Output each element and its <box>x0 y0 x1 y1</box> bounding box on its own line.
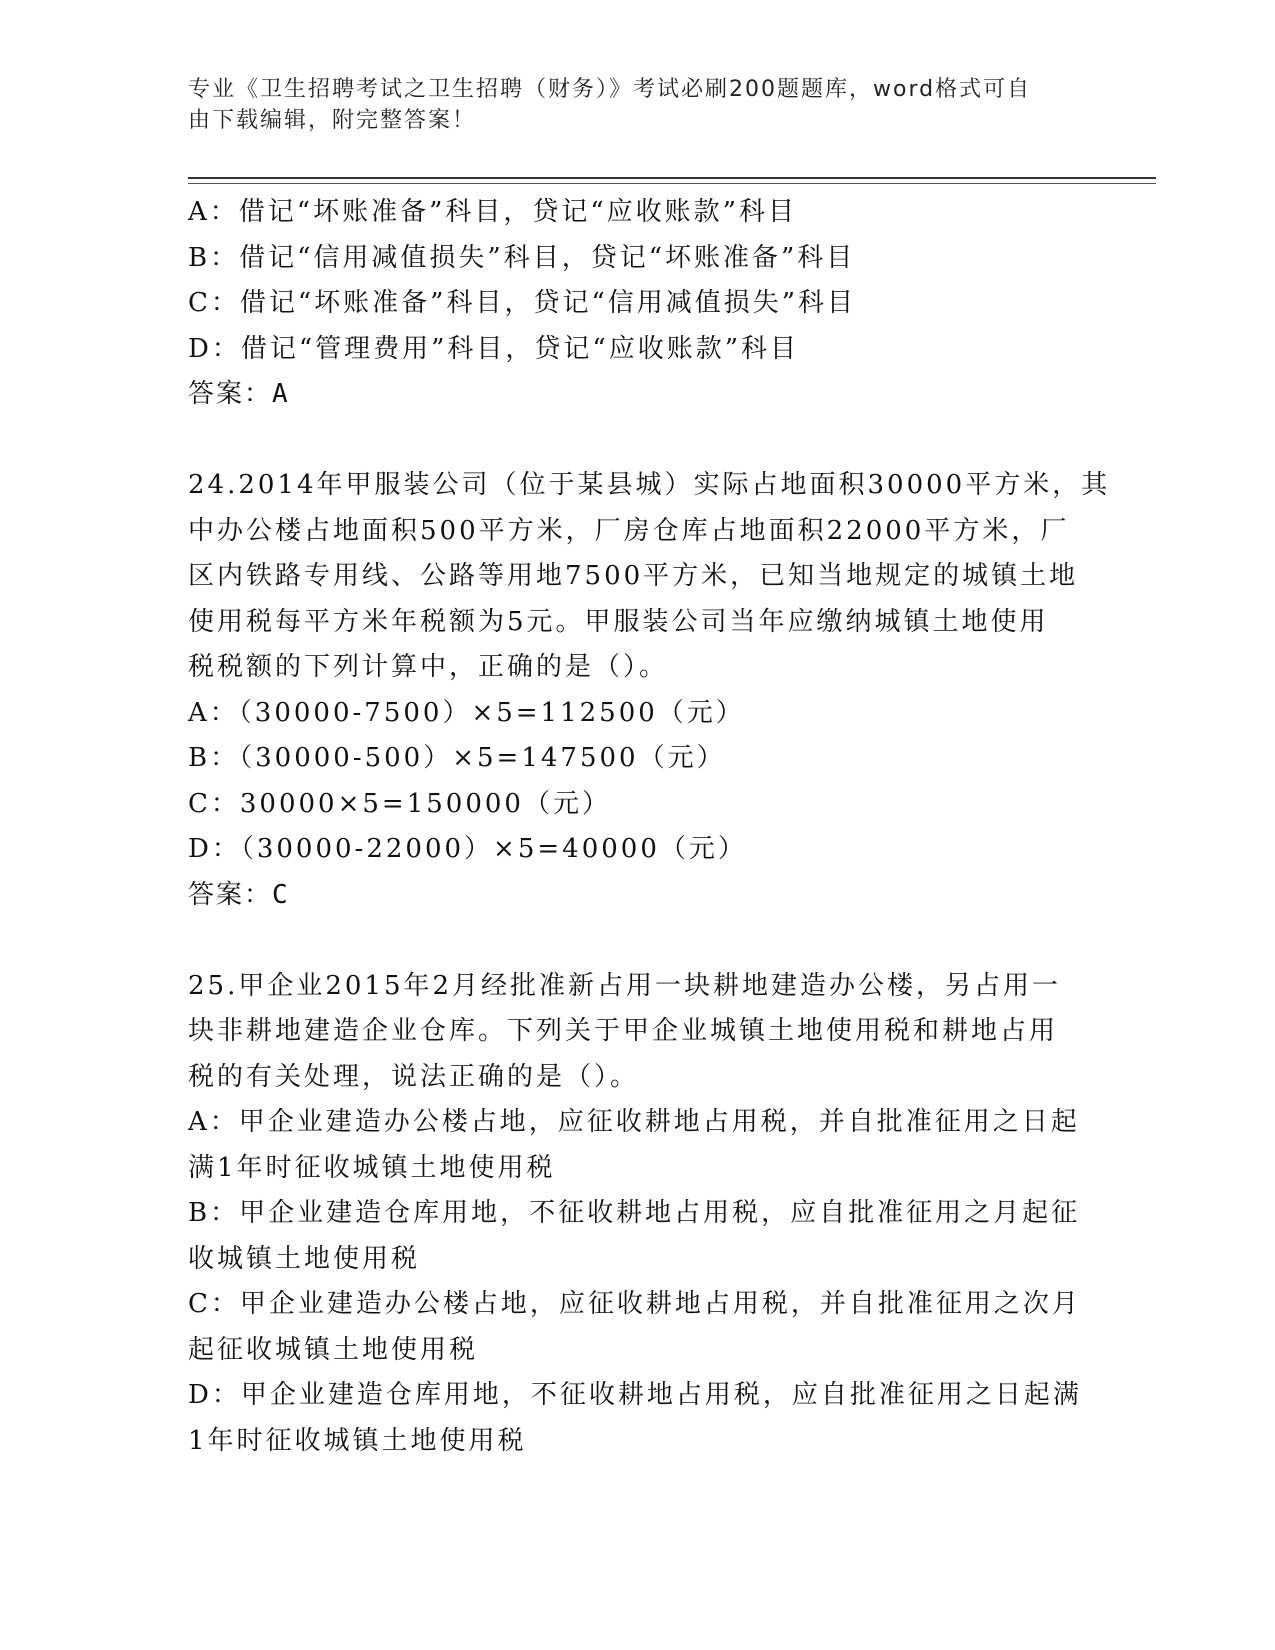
option-c: C：甲企业建造办公楼占地，应征收耕地占用税，并自批准征用之次月 <box>188 1289 1081 1319</box>
question-stem-line: 中办公楼占地面积500平方米，厂房仓库占地面积22000平方米，厂 <box>188 515 1070 546</box>
answer-value: A <box>272 379 290 409</box>
option-c: C：30000×5=150000（元） <box>188 788 611 819</box>
option-c-continued: 起征收城镇土地使用税 <box>188 1334 479 1365</box>
option-d: D：借记“管理费用”科目，贷记“应收账款”科目 <box>188 333 800 364</box>
question-stem-line: 25.甲企业2015年2月经批准新占用一块耕地建造办公楼，另占用一 <box>188 970 1062 1001</box>
option-c: C：借记“坏账准备”科目，贷记“信用减值损失”科目 <box>188 288 857 318</box>
option-b-continued: 收城镇土地使用税 <box>188 1243 421 1274</box>
answer-line <box>188 372 1088 418</box>
previous-question-block <box>188 190 1088 418</box>
answer-label: 答案： <box>188 379 273 409</box>
question-stem-line: 税的有关处理，说法正确的是（）。 <box>188 1061 640 1092</box>
answer-value: C <box>272 879 290 910</box>
header-rule-thin <box>188 183 1156 184</box>
header-line-1: 专业《卫生招聘考试之卫生招聘（财务）》考试必刷200题题库，word格式可自 <box>188 77 1032 102</box>
question-25-block <box>188 964 1088 1465</box>
question-stem-line: 使用税每平方米年税额为5元。甲服装公司当年应缴纳城镇土地使用 <box>188 606 1049 637</box>
option-a: A：借记“坏账准备”科目，贷记“应收账款”科目 <box>188 197 797 227</box>
spacer <box>188 418 1088 464</box>
question-24-block <box>188 463 1111 918</box>
page-header <box>188 74 1088 136</box>
option-a: A：（30000-7500）×5=112500（元） <box>188 697 745 728</box>
answer-line <box>188 873 1088 919</box>
document-body <box>188 190 1111 1464</box>
header-rule-thick <box>188 177 1156 179</box>
option-b: B：甲企业建造仓库用地，不征收耕地占用税，应自批准征用之月起征 <box>188 1198 1081 1228</box>
option-d-continued: 1年时征收城镇土地使用税 <box>188 1425 527 1456</box>
option-a-continued: 满1年时征收城镇土地使用税 <box>188 1152 556 1183</box>
option-b: B：（30000-500）×5=147500（元） <box>188 743 726 773</box>
option-a: A：甲企业建造办公楼占地，应征收耕地占用税，并自批准征用之日起 <box>188 1107 1080 1137</box>
question-stem-line: 24.2014年甲服装公司（位于某县城）实际占地面积30000平方米，其 <box>188 470 1111 500</box>
option-d: D：（30000-22000）×5=40000（元） <box>188 834 747 864</box>
option-d: D：甲企业建造仓库用地，不征收耕地占用税，应自批准征用之日起满 <box>188 1380 1082 1410</box>
header-line-2: 由下载编辑，附完整答案！ <box>188 108 477 133</box>
question-stem-line: 块非耕地建造企业仓库。下列关于甲企业城镇土地使用税和耕地占用 <box>188 1016 1059 1046</box>
question-stem-line: 税税额的下列计算中，正确的是（）。 <box>188 652 669 682</box>
spacer <box>188 918 1088 964</box>
answer-label: 答案： <box>188 879 273 910</box>
option-b: B：借记“信用减值损失”科目，贷记“坏账准备”科目 <box>188 242 856 273</box>
question-stem-line: 区内铁路专用线、公路等用地7500平方米，已知当地规定的城镇土地 <box>188 561 1079 591</box>
